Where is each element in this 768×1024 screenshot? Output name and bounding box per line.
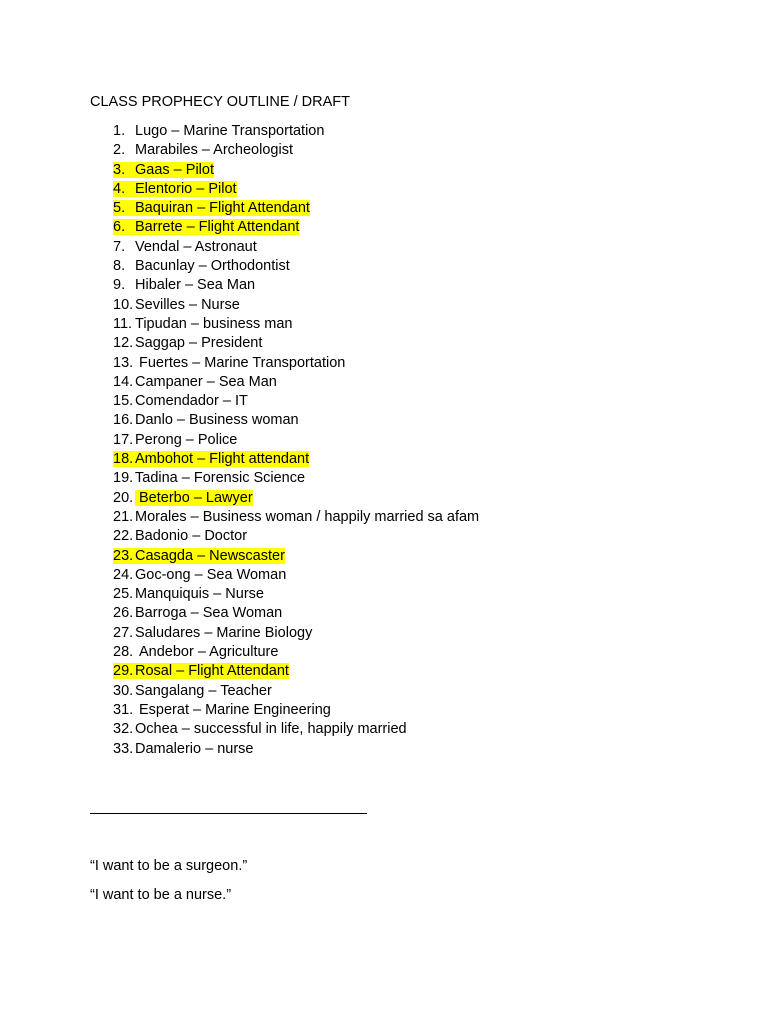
list-item-row bbox=[113, 721, 407, 737]
list-item-row bbox=[113, 297, 240, 313]
list-item-row bbox=[113, 509, 479, 525]
list-item-row bbox=[113, 277, 255, 293]
list-item bbox=[113, 354, 479, 373]
list-item-number: 23. bbox=[113, 547, 134, 564]
list-item-number: 29. bbox=[113, 663, 134, 680]
list-item-row bbox=[113, 393, 248, 409]
list-item-number: 18. bbox=[113, 451, 134, 468]
list-item-text: Rosal – Flight Attendant bbox=[135, 663, 289, 680]
list-item-row bbox=[113, 490, 253, 506]
list-item-number: 4. bbox=[113, 180, 126, 197]
list-item-row bbox=[113, 355, 345, 371]
list-item bbox=[113, 238, 479, 257]
list-item-row bbox=[113, 181, 237, 197]
list-item-row bbox=[113, 567, 286, 583]
list-item-number: 7. bbox=[113, 238, 126, 255]
list-item bbox=[113, 585, 479, 604]
list-item bbox=[113, 720, 479, 739]
list-item-text: Saggap – President bbox=[135, 335, 263, 352]
list-item-text: Saludares – Marine Biology bbox=[135, 624, 313, 641]
list-item bbox=[113, 662, 479, 681]
list-item-text: Tadina – Forensic Science bbox=[135, 470, 306, 487]
prophecy-list bbox=[113, 122, 479, 759]
list-item bbox=[113, 218, 479, 237]
list-item-text: Hibaler – Sea Man bbox=[135, 277, 256, 294]
list-item-text: Vendal – Astronaut bbox=[135, 238, 257, 255]
list-item-number: 27. bbox=[113, 624, 134, 641]
list-item-text: Sangalang – Teacher bbox=[135, 682, 272, 699]
list-item-number: 19. bbox=[113, 470, 134, 487]
quote-surgeon: “I want to be a surgeon.” bbox=[90, 858, 248, 874]
list-item-row bbox=[113, 142, 293, 158]
list-item bbox=[113, 740, 479, 759]
list-item-row bbox=[113, 335, 262, 351]
list-item-number: 6. bbox=[113, 219, 126, 236]
list-item-text: Andebor – Agriculture bbox=[139, 644, 279, 661]
list-item-text: Marabiles – Archeologist bbox=[135, 142, 293, 159]
list-item-row bbox=[113, 451, 309, 467]
list-item-number: 3. bbox=[113, 161, 126, 178]
list-item-row bbox=[113, 123, 324, 139]
list-item-text: Goc-ong – Sea Woman bbox=[135, 566, 287, 583]
list-item-text: Tipudan – business man bbox=[135, 315, 293, 332]
list-item-text: Damalerio – nurse bbox=[135, 740, 254, 757]
list-item-row bbox=[113, 162, 214, 178]
list-item-number: 17. bbox=[113, 431, 134, 448]
list-item bbox=[113, 682, 479, 701]
horizontal-rule bbox=[90, 813, 367, 814]
list-item-number: 22. bbox=[113, 528, 134, 545]
list-item bbox=[113, 566, 479, 585]
list-item-row bbox=[113, 239, 257, 255]
list-item-number: 1. bbox=[113, 123, 126, 139]
list-item-text: Danlo – Business woman bbox=[135, 412, 299, 429]
list-item bbox=[113, 334, 479, 353]
list-item bbox=[113, 392, 479, 411]
list-item bbox=[113, 489, 479, 508]
list-item-text: Campaner – Sea Man bbox=[135, 373, 277, 390]
list-item bbox=[113, 469, 479, 488]
list-item-text: Beterbo – Lawyer bbox=[135, 490, 253, 506]
list-item-text: Bacunlay – Orthodontist bbox=[135, 258, 290, 275]
list-item bbox=[113, 315, 479, 334]
list-item-text: Barrete – Flight Attendant bbox=[135, 219, 300, 236]
list-item bbox=[113, 122, 479, 141]
list-item-number: 26. bbox=[113, 605, 134, 622]
list-item-row bbox=[113, 702, 331, 718]
list-item-row bbox=[113, 663, 289, 679]
list-item-text: Gaas – Pilot bbox=[135, 161, 214, 178]
list-item-text: Esperat – Marine Engineering bbox=[139, 701, 331, 718]
list-item-row bbox=[113, 200, 310, 216]
list-item bbox=[113, 373, 479, 392]
list-item-text: Fuertes – Marine Transportation bbox=[139, 354, 346, 371]
list-item-text: Morales – Business woman / happily married sa afam bbox=[135, 508, 480, 525]
list-item-number: 21. bbox=[113, 508, 134, 525]
list-item-row bbox=[113, 683, 272, 699]
list-item-number: 28. bbox=[113, 644, 134, 661]
list-item bbox=[113, 604, 479, 623]
list-item-number: 31. bbox=[113, 701, 134, 718]
list-item bbox=[113, 547, 479, 566]
list-item-row bbox=[113, 741, 253, 757]
list-item bbox=[113, 257, 479, 276]
list-item-row bbox=[113, 219, 299, 235]
list-item bbox=[113, 450, 479, 469]
list-item-row bbox=[113, 548, 285, 564]
list-item bbox=[113, 508, 479, 527]
list-item-number: 33. bbox=[113, 740, 134, 757]
list-item-number: 5. bbox=[113, 200, 126, 217]
list-item-number: 13. bbox=[113, 354, 134, 371]
list-item-number: 15. bbox=[113, 393, 134, 410]
list-item-number: 20. bbox=[113, 489, 134, 506]
list-item-number: 9. bbox=[113, 277, 126, 294]
list-item bbox=[113, 141, 479, 160]
list-item-row bbox=[113, 374, 277, 390]
list-item bbox=[113, 161, 479, 180]
list-item-row bbox=[113, 316, 292, 332]
list-item-number: 8. bbox=[113, 258, 126, 275]
list-item-row bbox=[113, 644, 278, 660]
list-item-row bbox=[113, 605, 282, 621]
list-item-text: Badonio – Doctor bbox=[135, 528, 248, 545]
list-item-text: Elentorio – Pilot bbox=[135, 180, 237, 197]
list-item bbox=[113, 296, 479, 315]
list-item bbox=[113, 411, 479, 430]
list-item-text: Lugo – Marine Transportation bbox=[135, 123, 325, 139]
list-item bbox=[113, 643, 479, 662]
list-item bbox=[113, 180, 479, 199]
list-item bbox=[113, 276, 479, 295]
list-item-row bbox=[113, 625, 312, 641]
list-item-row bbox=[113, 586, 264, 602]
list-item-text: Barroga – Sea Woman bbox=[135, 605, 283, 622]
list-item-number: 32. bbox=[113, 721, 134, 738]
list-item-row bbox=[113, 470, 305, 486]
quote-nurse: “I want to be a nurse.” bbox=[90, 887, 232, 903]
list-item-number: 16. bbox=[113, 412, 134, 429]
list-item-text: Ambohot – Flight attendant bbox=[135, 451, 310, 468]
list-item-text: Perong – Police bbox=[135, 431, 238, 448]
list-item-row bbox=[113, 432, 237, 448]
list-item-text: Casagda – Newscaster bbox=[135, 547, 285, 564]
list-item bbox=[113, 431, 479, 450]
list-item-row bbox=[113, 528, 247, 544]
list-item-row bbox=[113, 412, 299, 428]
list-item-text: Manquiquis – Nurse bbox=[135, 586, 264, 603]
list-item-text: Ochea – successful in life, happily married bbox=[135, 721, 407, 738]
list-item bbox=[113, 624, 479, 643]
list-item-number: 10. bbox=[113, 296, 134, 313]
document-title: CLASS PROPHECY OUTLINE / DRAFT bbox=[90, 94, 350, 110]
list-item-number: 14. bbox=[113, 373, 134, 390]
list-item bbox=[113, 527, 479, 546]
list-item-number: 24. bbox=[113, 566, 134, 583]
list-item-text: Comendador – IT bbox=[135, 393, 248, 410]
list-item-number: 30. bbox=[113, 682, 134, 699]
list-item bbox=[113, 199, 479, 218]
list-item-number: 25. bbox=[113, 586, 134, 603]
list-item-number: 2. bbox=[113, 142, 126, 159]
list-item-number: 11. bbox=[113, 315, 133, 332]
list-item-row bbox=[113, 258, 290, 274]
list-item bbox=[113, 701, 479, 720]
list-item-text: Sevilles – Nurse bbox=[135, 296, 240, 313]
list-item-number: 12. bbox=[113, 335, 134, 352]
list-item-text: Baquiran – Flight Attendant bbox=[135, 200, 310, 217]
